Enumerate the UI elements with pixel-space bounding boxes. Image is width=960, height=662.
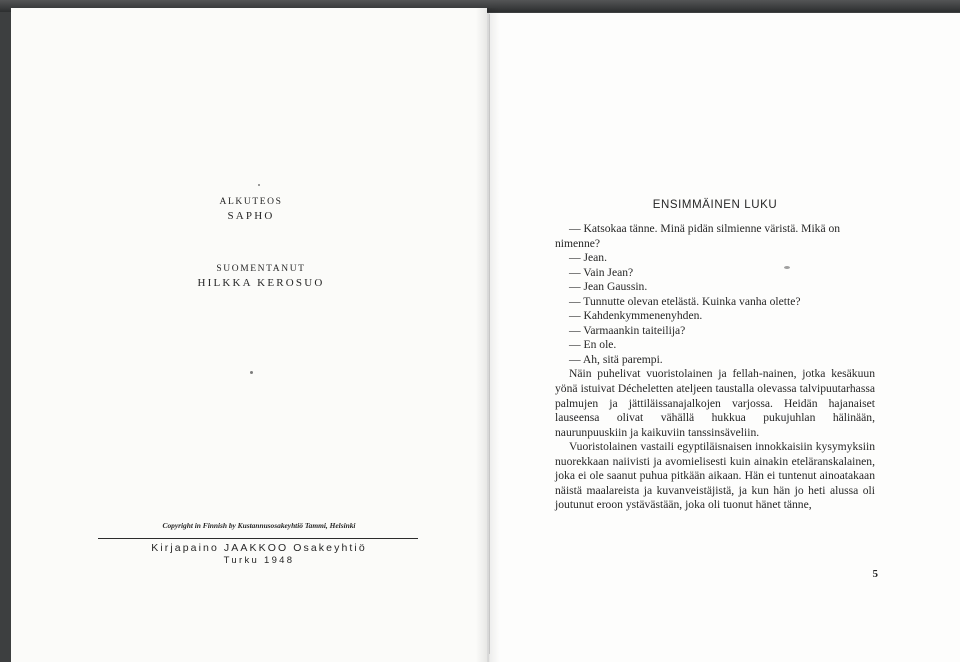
dialogue-line: — Jean Gaussin. <box>569 280 648 294</box>
gutter-line <box>489 14 490 654</box>
dialogue-line: — Jean. <box>569 251 607 265</box>
printer-name: Kirjapaino JAAKKOO Osakeyhtiö <box>151 542 367 554</box>
scan-speck <box>784 266 790 269</box>
dialogue-line: — Ah, sitä parempi. <box>569 352 663 366</box>
dialogue-line: — Vain Jean? <box>569 265 634 279</box>
narrative-paragraph: Näin puhelivat vuoristolainen ja fellah-nainen, jotka kesäkuun yönä istuivat Décheletten ateljeen taustalla olevassa talvipuutarhassa palmujen ja jättiläissanajalkojen varjossa. Heidän hajanaiset lauseensa olivat vähällä hukkua pukujuhlan hälinään, naurunpuuskiin ja kaikuviin tanssinsäveliin. <box>555 367 875 439</box>
original-label: ALKUTEOS <box>219 197 283 207</box>
narrative-paragraph: Vuoristolainen vastaili egyptiläisnaisen innokkaisiin kysymyksiin nuorekkaan naiivisti ja avomielisesti kuin ainakin eteläranskalainen, joka ei ole saanut puhua pitkään aikaan. Hän ei tuntenut ainoatakaan näistä maalareista ja kuvanveistäjistä, ja kun hän jo heti alussa oli joutunut eroon ystävästään, joka oli tuonut hänet tänne, <box>555 440 875 512</box>
chapter-title: ENSIMMÄINEN LUKU <box>652 199 778 211</box>
page-number: 5 <box>872 568 878 580</box>
copyright-line: Copyright in Finnish by Kustannusosakeyhtiö Tammi, Helsinki <box>162 521 356 530</box>
printer-city-year: Turku 1948 <box>223 555 295 566</box>
dialogue-line: — Tunnutte olevan etelästä. Kuinka vanha olette? <box>569 294 801 308</box>
chapter-text <box>555 222 875 513</box>
dialogue-line: — Kahdenkymmenenyhden. <box>569 309 703 323</box>
translator-name: HILKKA KEROSUO <box>197 277 325 289</box>
imprint-rule <box>98 538 418 539</box>
dialogue-line: — Katsokaa tänne. Minä pidän silmienne väristä. Mikä on nimenne? <box>555 222 841 250</box>
book-gutter <box>476 8 500 662</box>
dialogue-line: — Varmaankin taiteilija? <box>569 323 686 337</box>
scan-speck <box>250 371 253 374</box>
original-title: SAPHO <box>227 210 275 222</box>
translated-by-label: SUOMENTANUT <box>216 264 306 274</box>
dialogue-line: — En ole. <box>569 338 617 352</box>
scan-speck <box>258 184 260 186</box>
